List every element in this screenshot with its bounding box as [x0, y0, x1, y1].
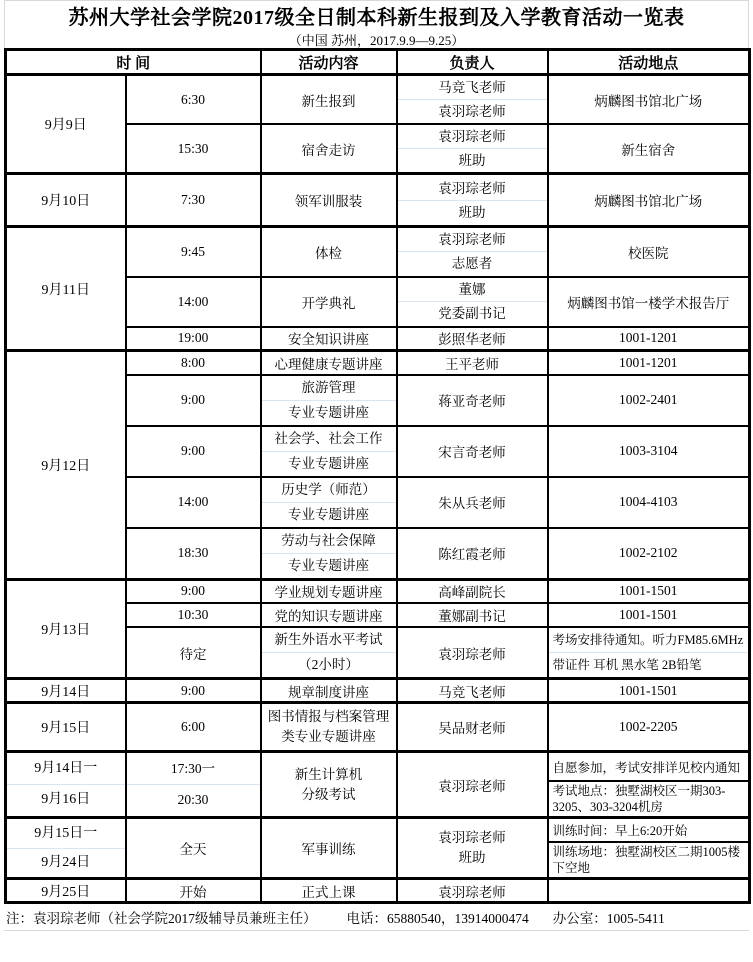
person-line: 志愿者: [398, 251, 547, 275]
activity-cell: 领军训服装: [261, 174, 397, 227]
activity-cell: 安全知识讲座: [261, 327, 397, 351]
person-line: 袁羽琮老师: [438, 129, 506, 144]
location-note-line: 带证件 耳机 黑水笔 2B铅笔: [549, 652, 749, 677]
time-cell: 10:30: [126, 603, 261, 627]
person-cell: 董娜副书记: [397, 603, 548, 627]
header-row: [6, 50, 750, 75]
activity-cell: 心理健康专题讲座: [261, 351, 397, 375]
header-time: 时 间: [6, 50, 261, 75]
person-cell: 王平老师: [397, 351, 548, 375]
person-cell: 朱从兵老师: [397, 477, 548, 528]
person-cell: 高峰副院长: [397, 579, 548, 603]
activity-cell: 党的知识专题讲座: [261, 603, 397, 627]
time-cell: [126, 752, 261, 818]
time-line: 20:30: [127, 784, 260, 815]
person-line: 马竞飞老师: [438, 80, 506, 95]
location-cell: 1001-1501: [548, 679, 750, 703]
activity-cell: [261, 752, 397, 818]
time-cell: 6:00: [126, 703, 261, 752]
table-row: [6, 679, 750, 703]
activity-line: 专业专题讲座: [262, 553, 396, 578]
date-cell: 9月9日: [6, 75, 126, 174]
time-cell: 9:45: [126, 227, 261, 277]
time-line: 17:30一: [170, 761, 216, 776]
time-cell: 9:00: [126, 426, 261, 477]
date-cell: [6, 818, 126, 879]
location-cell: [548, 752, 750, 818]
person-cell: 袁羽琮老师: [397, 627, 548, 679]
header-activity: 活动内容: [261, 50, 397, 75]
activity-cell: [261, 528, 397, 580]
location-cell: 校医院: [548, 227, 750, 277]
table-row: [6, 752, 750, 818]
location-cell: [548, 879, 750, 903]
location-cell: 炳麟图书馆一楼学术报告厅: [548, 277, 750, 327]
time-cell: 19:00: [126, 327, 261, 351]
location-cell: 炳麟图书馆北广场: [548, 174, 750, 227]
date-cell: 9月11日: [6, 227, 126, 351]
time-cell: 8:00: [126, 351, 261, 375]
table-row: [6, 579, 750, 603]
footnote-row: [4, 904, 749, 931]
activity-line: 专业专题讲座: [262, 451, 396, 476]
activity-cell: 宿舍走访: [261, 124, 397, 174]
location-cell: 炳麟图书馆北广场: [548, 75, 750, 125]
table-row: [6, 703, 750, 752]
location-cell: 新生宿舍: [548, 124, 750, 174]
location-note-line: 考场安排待通知。听力FM85.6MHz: [552, 633, 744, 647]
person-cell: 袁羽琮老师: [397, 879, 548, 903]
activity-line: 新生外语水平考试: [274, 632, 383, 647]
activity-line: （2小时）: [262, 652, 396, 677]
location-cell: 1001-1501: [548, 603, 750, 627]
date-cell: 9月12日: [6, 351, 126, 580]
activity-line: 旅游管理: [301, 379, 356, 395]
person-line: 袁羽琮老师: [438, 232, 506, 248]
title-row: [4, 0, 749, 30]
date-line: 9月15日一: [34, 825, 98, 841]
person-cell: 蒋亚奇老师: [397, 375, 548, 426]
person-line: 班助: [458, 850, 486, 865]
person-line: 袁羽琮老师: [398, 99, 547, 123]
activity-line: 分级考试: [301, 786, 356, 802]
person-line: 班助: [398, 200, 547, 224]
person-cell: [397, 277, 548, 327]
person-line: 董娜: [458, 282, 486, 297]
date-line: 9月24日: [7, 848, 125, 877]
person-line: 班助: [398, 148, 547, 172]
activity-cell: [261, 375, 397, 426]
table-row: [6, 75, 750, 125]
time-cell: 14:00: [126, 277, 261, 327]
person-cell: 吴品财老师: [397, 703, 548, 752]
person-cell: [397, 75, 548, 125]
table-row: [6, 227, 750, 277]
time-cell: 开始: [126, 879, 261, 903]
location-cell: 1004-4103: [548, 477, 750, 528]
time-cell: 待定: [126, 627, 261, 679]
header-person: 负责人: [397, 50, 548, 75]
activity-cell: [261, 703, 397, 752]
activity-line: 专业专题讲座: [262, 400, 396, 425]
footnote-office: 办公室：1005-5411: [552, 911, 665, 926]
person-cell: 马竞飞老师: [397, 679, 548, 703]
person-cell: 袁羽琮老师: [397, 752, 548, 818]
location-cell: [548, 818, 750, 879]
date-line: 9月14日一: [34, 761, 98, 776]
date-cell: 9月25日: [6, 879, 126, 903]
activity-line: 新生计算机: [294, 766, 363, 782]
table-row: [6, 351, 750, 375]
footnote-teacher: 注：袁羽琮老师（社会学院2017级辅导员兼班主任）: [6, 911, 317, 926]
activity-cell: 规章制度讲座: [261, 679, 397, 703]
activity-cell: 体检: [261, 227, 397, 277]
location-note-line: 训练时间：早上6:20开始: [552, 824, 688, 838]
person-cell: [397, 124, 548, 174]
table-row: [6, 879, 750, 903]
time-cell: 9:00: [126, 679, 261, 703]
footnote-phone: 电话：65880540，13914000474: [346, 911, 529, 926]
date-cell: 9月15日: [6, 703, 126, 752]
location-cell: 1002-2205: [548, 703, 750, 752]
table-row: [6, 818, 750, 879]
activity-line: 专业专题讲座: [262, 502, 396, 527]
location-cell: 1002-2102: [548, 528, 750, 580]
table-row: [6, 174, 750, 227]
location-cell: 1002-2401: [548, 375, 750, 426]
activity-line: 历史学（师范）: [281, 481, 376, 497]
person-cell: 彭照华老师: [397, 327, 548, 351]
person-cell: [397, 818, 548, 879]
location-cell: 1001-1201: [548, 327, 750, 351]
person-cell: 陈红霞老师: [397, 528, 548, 580]
date-cell: [6, 752, 126, 818]
date-line: 9月16日: [7, 784, 125, 815]
person-cell: 宋言奇老师: [397, 426, 548, 477]
activity-cell: 军事训练: [261, 818, 397, 879]
activity-cell: [261, 627, 397, 679]
time-cell: 15:30: [126, 124, 261, 174]
activity-cell: 学业规划专题讲座: [261, 579, 397, 603]
person-cell: [397, 227, 548, 277]
subtitle-row: [4, 30, 749, 48]
time-cell: 全天: [126, 818, 261, 879]
activity-cell: [261, 477, 397, 528]
activity-cell: 正式上课: [261, 879, 397, 903]
activity-text: 图书情报与档案管理类专业专题讲座: [267, 709, 390, 744]
date-cell: 9月10日: [6, 174, 126, 227]
time-cell: 7:30: [126, 174, 261, 227]
location-cell: 1003-3104: [548, 426, 750, 477]
date-cell: 9月14日: [6, 679, 126, 703]
person-line: 党委副书记: [398, 301, 547, 325]
location-note-line: 自愿参加，考试安排详见校内通知: [552, 760, 741, 775]
activity-cell: 新生报到: [261, 75, 397, 125]
activity-line: 劳动与社会保障: [281, 532, 376, 548]
time-cell: 9:00: [126, 375, 261, 426]
time-cell: 9:00: [126, 579, 261, 603]
page-title: 苏州大学社会学院2017级全日制本科新生报到及入学教育活动一览表: [68, 7, 685, 29]
schedule-table: [4, 48, 751, 904]
time-cell: 18:30: [126, 528, 261, 580]
activity-cell: [261, 426, 397, 477]
time-cell: 14:00: [126, 477, 261, 528]
header-location: 活动地点: [548, 50, 750, 75]
location-cell: 1001-1501: [548, 579, 750, 603]
time-cell: 6:30: [126, 75, 261, 125]
page-subtitle: （中国 苏州，2017.9.9—9.25）: [288, 32, 465, 48]
person-line: 袁羽琮老师: [438, 830, 506, 845]
location-note-line: 训练场地：独墅湖校区二期1005楼下空地: [549, 841, 749, 877]
location-cell: 1001-1201: [548, 351, 750, 375]
person-cell: [397, 174, 548, 227]
date-cell: 9月13日: [6, 579, 126, 679]
activity-cell: 开学典礼: [261, 277, 397, 327]
location-note-line: 考试地点：独墅湖校区一期303-3205、303-3204机房: [549, 780, 749, 816]
activity-line: 社会学、社会工作: [274, 430, 383, 446]
person-line: 袁羽琮老师: [438, 180, 506, 196]
location-cell: [548, 627, 750, 679]
